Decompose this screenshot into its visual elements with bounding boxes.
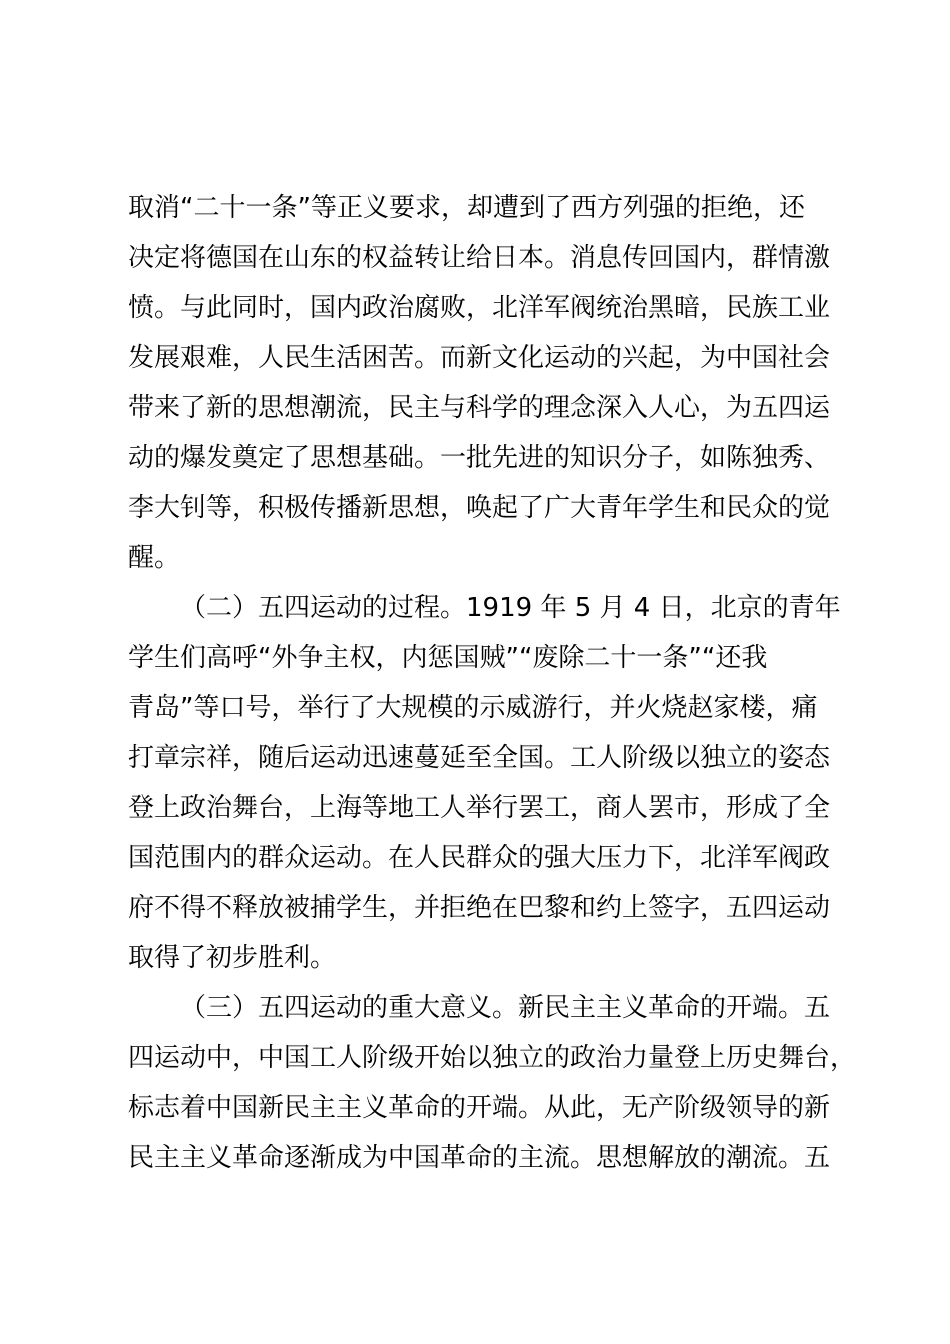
text-line-15: 府不得不释放被捕学生，并拒绝在巴黎和约上签字，五四运动 xyxy=(128,893,831,923)
body-text xyxy=(128,185,857,1185)
text-line-6: 动的爆发奠定了思想基础。一批先进的知识分子，如陈独秀、 xyxy=(128,443,831,473)
text-line-5: 带来了新的思想潮流，民主与科学的理念深入人心，为五四运 xyxy=(128,393,831,423)
text-line-20: 民主主义革命逐渐成为中国革命的主流。思想解放的潮流。五 xyxy=(128,1143,831,1173)
text-line-1: 取消“二十一条”等正义要求，却遭到了西方列强的拒绝，还 xyxy=(128,193,805,223)
text-line-12: 打章宗祥，随后运动迅速蔓延至全国。工人阶级以独立的姿态 xyxy=(128,743,831,773)
text-line-2: 决定将德国在山东的权益转让给日本。消息传回国内，群情激 xyxy=(128,243,831,273)
text-line-3: 愤。与此同时，国内政治腐败，北洋军阀统治黑暗，民族工业 xyxy=(128,293,831,323)
text-line-8: 醒。 xyxy=(128,543,181,573)
text-line-14: 国范围内的群众运动。在人民群众的强大压力下，北洋军阀政 xyxy=(128,843,831,873)
text-line-13: 登上政治舞台，上海等地工人举行罢工，商人罢市，形成了全 xyxy=(128,793,831,823)
section-3-heading-line: （三）五四运动的重大意义。新民主主义革命的开端。五 xyxy=(180,993,831,1023)
text-line-16: 取得了初步胜利。 xyxy=(128,943,337,973)
text-line-4: 发展艰难，人民生活困苦。而新文化运动的兴起，为中国社会 xyxy=(128,343,831,373)
section-2-heading-line: （二）五四运动的过程。1919 年 5 月 4 日，北京的青年 xyxy=(180,593,841,623)
text-line-7: 李大钊等，积极传播新思想，唤起了广大青年学生和民众的觉 xyxy=(128,493,831,523)
text-line-19: 标志着中国新民主主义革命的开端。从此，无产阶级领导的新 xyxy=(128,1093,831,1123)
text-line-18: 四运动中，中国工人阶级开始以独立的政治力量登上历史舞台， xyxy=(128,1043,857,1073)
text-line-10: 学生们高呼“外争主权，内惩国贼”“废除二十一条”“还我 xyxy=(128,643,768,673)
text-line-11: 青岛”等口号，举行了大规模的示威游行，并火烧赵家楼，痛 xyxy=(128,693,818,723)
